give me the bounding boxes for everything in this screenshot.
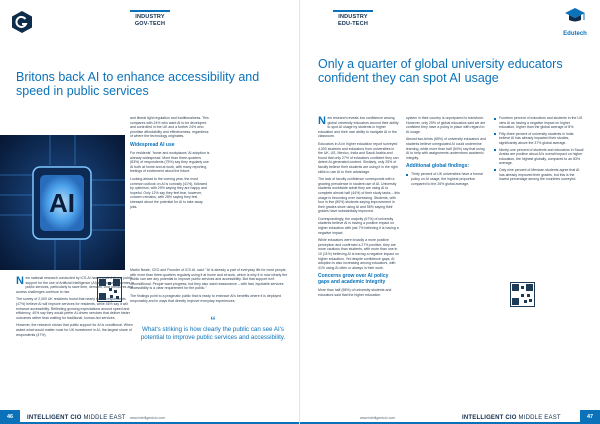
paragraph: system in their country is unprepared to transform. However, only 29% of global educators said we are confident they have a policy in place with regard to AI usage. <box>406 116 486 134</box>
paragraph: Correspondingly, the majority (67%) of university students believe AI is having a positive impact on higher education with just 7% believing it is having a negative impact. <box>318 216 399 235</box>
paragraph: However, the research shows that public support for AI is conditional. When asked what would matter most for UK investment in AI, the largest share of respondents (47%) <box>16 323 133 337</box>
drop-cap: N <box>16 275 24 287</box>
article-column-3 <box>494 116 584 184</box>
section-tag <box>115 10 185 27</box>
tag-line2: GOV-TECH <box>134 20 166 27</box>
footer-brand <box>462 415 561 421</box>
mortarboard-icon <box>564 6 586 26</box>
footer-left <box>0 407 300 424</box>
paragraph: Educators in AI in higher education report surveyed 4,000 students and educators from universities in the UK, US, Mexico, India and Saudi Arabia and found that only 27% of educators confident they can detect AI-generated content. Similarly, only 25% of faculty believe their students are using it in the right skills to use AI to their advantage. <box>318 141 399 174</box>
qr-code-icon <box>511 283 534 306</box>
page-number: 47 <box>580 410 600 424</box>
article-column-2 <box>406 116 488 188</box>
section-tag <box>318 10 388 27</box>
article-title: Britons back AI to enhance accessibility and speed in public services <box>16 70 260 98</box>
lead-paragraph: ew research reveals low confidence among global university educators around their ability to spot AI usage by students in higher education and their own ability to navigate AI in the classroom. <box>318 116 399 139</box>
findings-list <box>406 172 488 186</box>
list-item: Fifty-three percent of university students in India believe AI has already impacted their studies, significantly above the 37% global average. <box>494 132 584 146</box>
paragraph: Martin Neale, CEO and Founder of ICS.AI, said: "AI is already a part of everyday life for most people, with more than three-quarters regularly using it at home and at work, which is why it is now clearly the public can see any potential to improve public services and accessibility. But that support isn't unconditional. People want progress, but they also want reassurance – with fast, equitable services accessibility is a clear requirement for the public." <box>130 268 288 291</box>
ai-chip-image <box>0 135 125 270</box>
page-number: 46 <box>0 410 20 424</box>
footer-url[interactable]: www.intelligentcio.com <box>360 416 396 420</box>
paragraph: More than half (58%) of university students and educators said that the higher education <box>318 288 392 297</box>
footer-right <box>300 407 600 424</box>
paragraph: The findings point to a pragmatic public that is ready to embrace AI's benefits where it is deployed responsibly and in ways that directly improve everyday experiences. <box>130 293 282 303</box>
pull-quote-text: What's striking is how clearly the public can see AI's potential to improve public services and accessibility. <box>140 326 286 341</box>
paragraph: Looking ahead to the coming year, the most common outlook on AI is curiosity (41%), followed by optimism, with 29% saying they are happy and hopeful. Only 12% say they feel fear, however, concern remains, with 28% saying they feel stressed about the potential for AI to take away jobs. <box>130 176 208 209</box>
list-item: Fourteen percent of educators and students in the US view AI as having a negative impact on higher education, higher than the global average of 8%. <box>494 116 584 130</box>
paragraph: and liberal light regulation and traditionalness. This compares with 24% who want AI to be developed and controlled in the UK and a further 24% who prioritise affordability and effectiveness, regardless of where the technology originates. <box>130 116 209 139</box>
brand-name: INTELLIGENT CIO <box>462 415 517 421</box>
list-item: Thirty percent of UK universities have a formal policy on AI usage, the highest proportion compared to the 26% global average. <box>406 172 488 186</box>
list-item: Ninety-one percent of students and educators in Saudi Arabia are positive about AI's overall impact on higher education, the highest globally, compared to an 83% average. <box>494 148 584 166</box>
paragraph: For residents' 'home and workplaces' AI adoption is already widespread. More than three-quarters (83%) of respondents (75%) say they regularly use AI both at home and at work, with many reporting feelings of excitement about the future. <box>130 150 210 174</box>
article-title: Only a quarter of global university educators confident they can spot AI usage <box>318 57 563 85</box>
brand-name: INTELLIGENT CIO <box>27 415 82 421</box>
ai-illustration <box>0 135 125 270</box>
paragraph: The lack of faculty confidence corresponds with a growing prevalence in student use of AI. University students worldwide admit they are using AI to complete almost half (44%) of their study tasks – this usage is becoming ever increasing. Students, with four in five (80%) students saying improvement in their grades since using AI and 55% saying their grades have substantially improved. <box>318 177 400 214</box>
tag-bar <box>130 10 170 12</box>
tag-line1: INDUSTRY <box>135 14 165 20</box>
qr-code-right[interactable] <box>510 282 535 307</box>
findings-list <box>494 116 584 182</box>
brand-region: MIDDLE EAST <box>83 415 126 421</box>
pull-quote <box>138 313 288 341</box>
tag-bar <box>333 10 373 12</box>
subhead-additional-findings: Additional global findings: <box>406 163 470 170</box>
quote-mark-icon: “ <box>210 313 216 329</box>
list-item: Only nine percent of Mexican students agree that AI has already improved their grades, but this is the lowest percentage among the countries surveyed. <box>494 168 584 182</box>
paragraph: The survey of 2,000 UK residents found that nearly half of respondents (47%) believe AI will improve services for residents, while 46% say it will enhance accessibility. Reflecting growing expectations around speed and efficiency, 40% say they would prefer AI-driven services that deliver faster outcomes rather than waiting for traditional, human-led services. <box>16 297 130 320</box>
lead-paragraph: ew national research conducted by ICS.AI has revealed strong public support for the use of Artificial Intelligence (AI) to improve outcomes in public services, particularly to save time, demand, cost pressures and access challenges continue to rise. <box>16 276 135 294</box>
right-page <box>300 0 600 424</box>
article-column-quote-intro <box>130 268 288 306</box>
subhead-widespread-ai: Widespread AI use <box>130 141 175 148</box>
tag-line1: INDUSTRY <box>338 14 368 20</box>
drop-cap: N <box>318 115 326 127</box>
ai-chip-label: AI <box>49 188 75 218</box>
edutech-logo <box>558 6 592 38</box>
subhead-concerns: Concerns grow over AI policy gaps and academic integrity <box>318 273 389 286</box>
intelligent-cio-logo-icon <box>10 10 34 34</box>
article-column-top <box>130 116 210 212</box>
article-column-1 <box>318 116 400 301</box>
edutech-logo-text: Edutech <box>563 31 587 37</box>
footer-brand <box>27 415 126 421</box>
article-lead <box>16 276 136 340</box>
brand-region: MIDDLE EAST <box>518 415 561 421</box>
tag-line2: EDU-TECH <box>337 20 369 27</box>
paragraph: Almost two-thirds (65%) of university educators and students believe unregulated AI could undermine learning, while more than half (54%) say that using AI to help with assignments undermines academic integrity. <box>406 137 486 160</box>
footer-url[interactable]: www.intelligentcio.com <box>130 416 166 420</box>
paragraph: While educators were broadly a more positive perception and confirmed a 27% positive, they are more cautious than students, with more than one in 10 (11%) believing AI is having a negative impact on higher education. Yet despite confidence gaps, AI adoption is also increasing among educators, with 41% using AI often or always in their work. <box>318 238 399 270</box>
